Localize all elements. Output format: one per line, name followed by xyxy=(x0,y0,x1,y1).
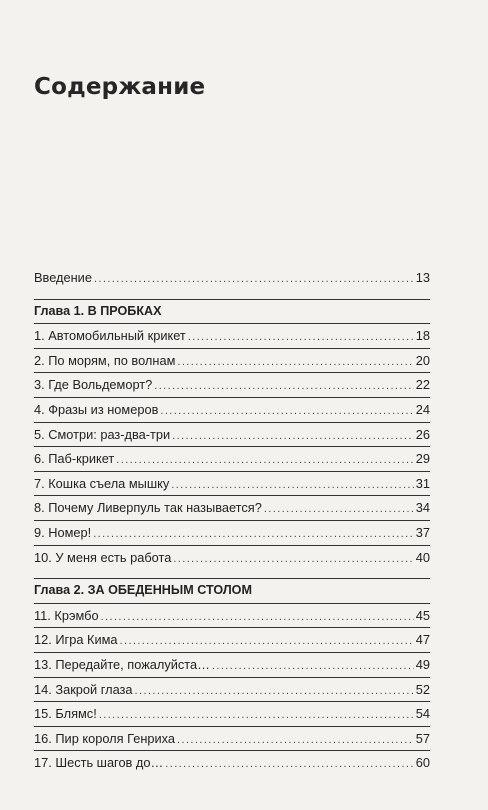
leader-dots xyxy=(154,375,414,399)
toc-entry-label: 17. Шесть шагов до… xyxy=(34,755,164,771)
leader-dots xyxy=(94,268,414,292)
toc-entry-label: 2. По морям, по волнам xyxy=(34,352,176,368)
toc-entry-page: 13 xyxy=(415,270,430,285)
toc-entry-page: 37 xyxy=(415,524,430,540)
toc-entry[interactable] xyxy=(34,496,430,520)
toc-entry-label: 16. Пир короля Генриха xyxy=(34,730,176,746)
leader-dots xyxy=(135,680,414,704)
toc-entry[interactable] xyxy=(34,727,430,751)
toc-entry-page: 20 xyxy=(415,352,430,368)
leader-dots xyxy=(173,548,413,572)
toc-entry-label: 13. Передайте, пожалуйста… xyxy=(34,656,210,672)
toc-entry-label: 7. Кошка съела мышку xyxy=(34,475,170,491)
toc-entry-label: 15. Блямс! xyxy=(34,706,97,722)
toc-entry-page: 18 xyxy=(415,328,430,344)
toc-entry[interactable] xyxy=(34,349,430,373)
toc-entry-label: 11. Крэмбо xyxy=(34,607,99,623)
chapter-heading: Глава 2. ЗА ОБЕДЕННЫМ СТОЛОМ xyxy=(34,583,252,598)
toc-entry-label: 8. Почему Ливерпуль так называется? xyxy=(34,500,262,516)
chapter-heading: Глава 1. В ПРОБКАХ xyxy=(34,303,162,318)
toc-entry[interactable] xyxy=(34,702,430,726)
toc-entry[interactable] xyxy=(34,373,430,397)
toc-entry[interactable] xyxy=(34,423,430,447)
toc-entry[interactable] xyxy=(34,447,430,471)
toc-entry-page: 24 xyxy=(415,401,430,417)
leader-dots xyxy=(120,630,414,654)
toc-entry[interactable] xyxy=(34,678,430,702)
toc-entry-page: 22 xyxy=(415,377,430,393)
toc-entry[interactable] xyxy=(34,472,430,496)
toc-entry[interactable] xyxy=(34,398,430,422)
toc-entry-page: 31 xyxy=(415,475,430,491)
page-title: Содержание xyxy=(34,74,206,100)
leader-dots xyxy=(177,729,414,753)
toc-entry-label: 12. Игра Кима xyxy=(34,632,118,648)
toc-entry[interactable] xyxy=(34,546,430,570)
table-of-contents xyxy=(34,266,430,775)
toc-entry-label: 9. Номер! xyxy=(34,524,92,540)
leader-dots xyxy=(93,523,414,547)
toc-entry[interactable] xyxy=(34,604,430,628)
toc-entry-page: 47 xyxy=(415,632,430,648)
toc-entry[interactable] xyxy=(34,324,430,348)
toc-entry-page: 49 xyxy=(415,656,430,672)
toc-entry-label: 3. Где Вольдеморт? xyxy=(34,377,153,393)
leader-dots xyxy=(264,498,414,522)
toc-entry-page: 45 xyxy=(415,607,430,623)
toc-entry-intro[interactable] xyxy=(34,266,430,290)
toc-entry-page: 26 xyxy=(415,426,430,442)
toc-entry-label: 6. Паб-крикет xyxy=(34,451,115,467)
leader-dots xyxy=(172,425,414,449)
toc-entry-label: 1. Автомобильный крикет xyxy=(34,328,186,344)
toc-entry-page: 52 xyxy=(415,681,430,697)
toc-entry[interactable] xyxy=(34,628,430,652)
toc-entry-page: 34 xyxy=(415,500,430,516)
toc-entry[interactable] xyxy=(34,521,430,545)
toc-entry-label: 5. Смотри: раз-два-три xyxy=(34,426,171,442)
leader-dots xyxy=(101,606,414,630)
toc-entry-label: 14. Закрой глаза xyxy=(34,681,133,697)
toc-entry-page: 54 xyxy=(415,706,430,722)
toc-entry-page: 40 xyxy=(415,549,430,565)
leader-dots xyxy=(165,753,413,777)
toc-entry-page: 57 xyxy=(415,730,430,746)
toc-entry-page: 60 xyxy=(415,755,430,771)
toc-entry-label: Введение xyxy=(34,270,92,285)
leader-dots xyxy=(160,400,413,424)
leader-dots xyxy=(188,326,414,350)
leader-dots xyxy=(212,655,414,679)
toc-entry-page: 29 xyxy=(415,451,430,467)
toc-entry[interactable] xyxy=(34,653,430,677)
toc-entry[interactable] xyxy=(34,751,430,775)
toc-entry-label: 10. У меня есть работа xyxy=(34,549,172,565)
leader-dots xyxy=(99,704,414,728)
leader-dots xyxy=(177,351,413,375)
toc-entry-label: 4. Фразы из номеров xyxy=(34,401,159,417)
leader-dots xyxy=(171,474,414,498)
leader-dots xyxy=(116,449,413,473)
